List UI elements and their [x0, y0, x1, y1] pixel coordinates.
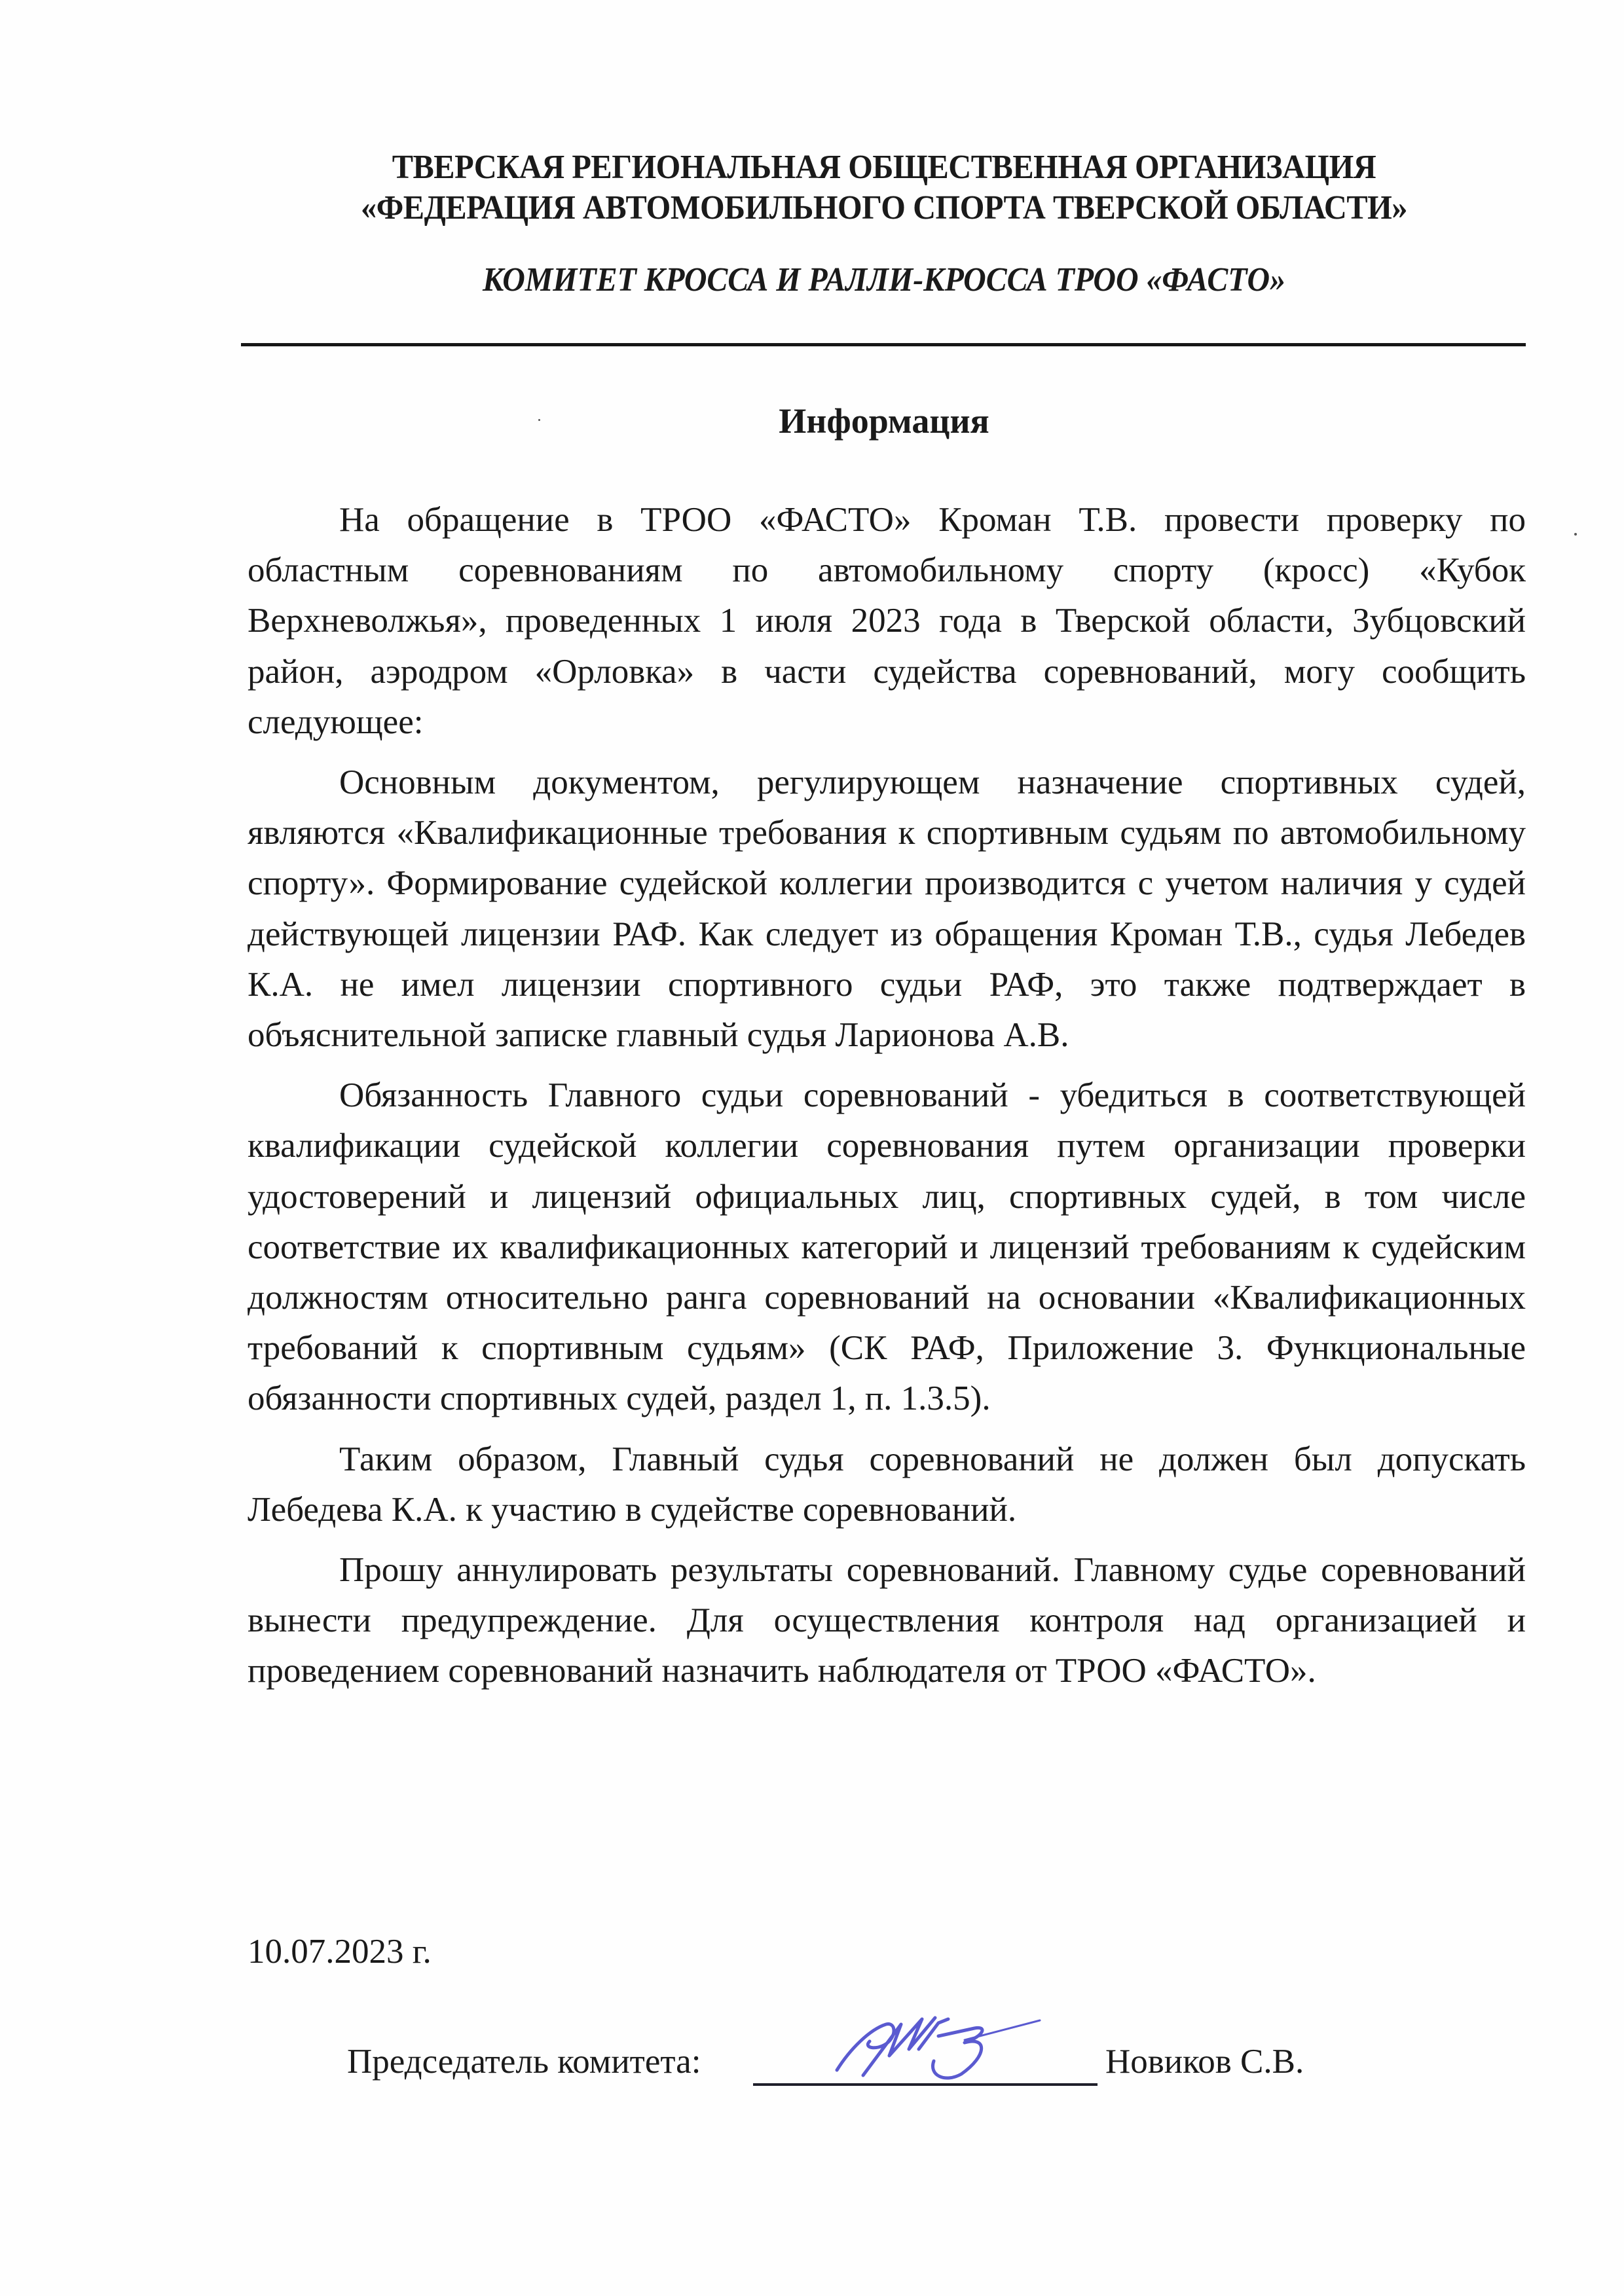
signature-block	[347, 2036, 1460, 2088]
paragraph-request: На обращение в ТРОО «ФАСТО» Кроман Т.В. провести проверку по областным соревнованиям по автомобильному спорту (кросс) «Кубок Верхневолжья», проведенных 1 июля 2023 года в Тверской области, Зубцовский район, аэродром «Орловка» в части судейства соревнований, могу сообщить следующее:	[248, 501, 1526, 741]
paragraph-chief-judge-duty: Обязанность Главного судьи соревнований - убедиться в соответствующей квалификации судейской коллегии соревнования путем организации проверки удостоверений и лицензий официальных лиц, спортивных судей, в том числе соответствие их квалификационных категорий и лицензий требованиям к судейским должностям относительно ранга соревнований на основании «Квалификационных требований к спортивным судьям» (СК РАФ, Приложение 3. Функциональные обязанности спортивных судей, раздел 1, п. 1.3.5).	[248, 1076, 1526, 1418]
signatory-name: Новиков С.В.	[1105, 2043, 1304, 2081]
header-divider	[241, 343, 1526, 346]
paragraph-regulations: Основным документом, регулирующем назначение спортивных судей, являются «Квалификационные требования к спортивным судьям по автомобильному спорту». Формирование судейской коллегии производится с учетом наличия у судей действующей лицензии РАФ. Как следует из обращения Кроман Т.В., судья Лебедев К.А. не имел лицензии спортивного судьи РАФ, это также подтверждает в объяснительной записке главный судья Ларионова А.В.	[248, 763, 1526, 1055]
paragraph-request-actions: Прошу аннулировать результаты соревнований. Главному судье соревнований вынести предупреждение. Для осуществления контроля над организацией и проведением соревнований назначить наблюдателя от ТРОО «ФАСТО».	[248, 1551, 1526, 1690]
document-title: Информация	[779, 401, 989, 441]
committee-name: КОМИТЕТ КРОССА И РАЛЛИ-КРОССА ТРОО «ФАСТО»	[482, 261, 1285, 299]
org-name-line1: ТВЕРСКАЯ РЕГИОНАЛЬНАЯ ОБЩЕСТВЕННАЯ ОРГАНИЗАЦИЯ	[392, 149, 1376, 186]
document-date: 10.07.2023 г.	[248, 1933, 432, 1971]
org-name-line2: «ФЕДЕРАЦИЯ АВТОМОБИЛЬНОГО СПОРТА ТВЕРСКОЙ ОБЛАСТИ»	[361, 189, 1407, 227]
signatory-title: Председатель комитета:	[347, 2043, 701, 2081]
scan-speck	[1574, 533, 1577, 536]
document-body	[248, 495, 1526, 1707]
paragraph-conclusion: Таким образом, Главный судья соревнований не должен был допускать Лебедева К.А. к участию в судействе соревнований.	[248, 1440, 1526, 1529]
handwritten-signature-icon	[824, 2010, 1086, 2088]
scan-speck	[538, 419, 540, 421]
